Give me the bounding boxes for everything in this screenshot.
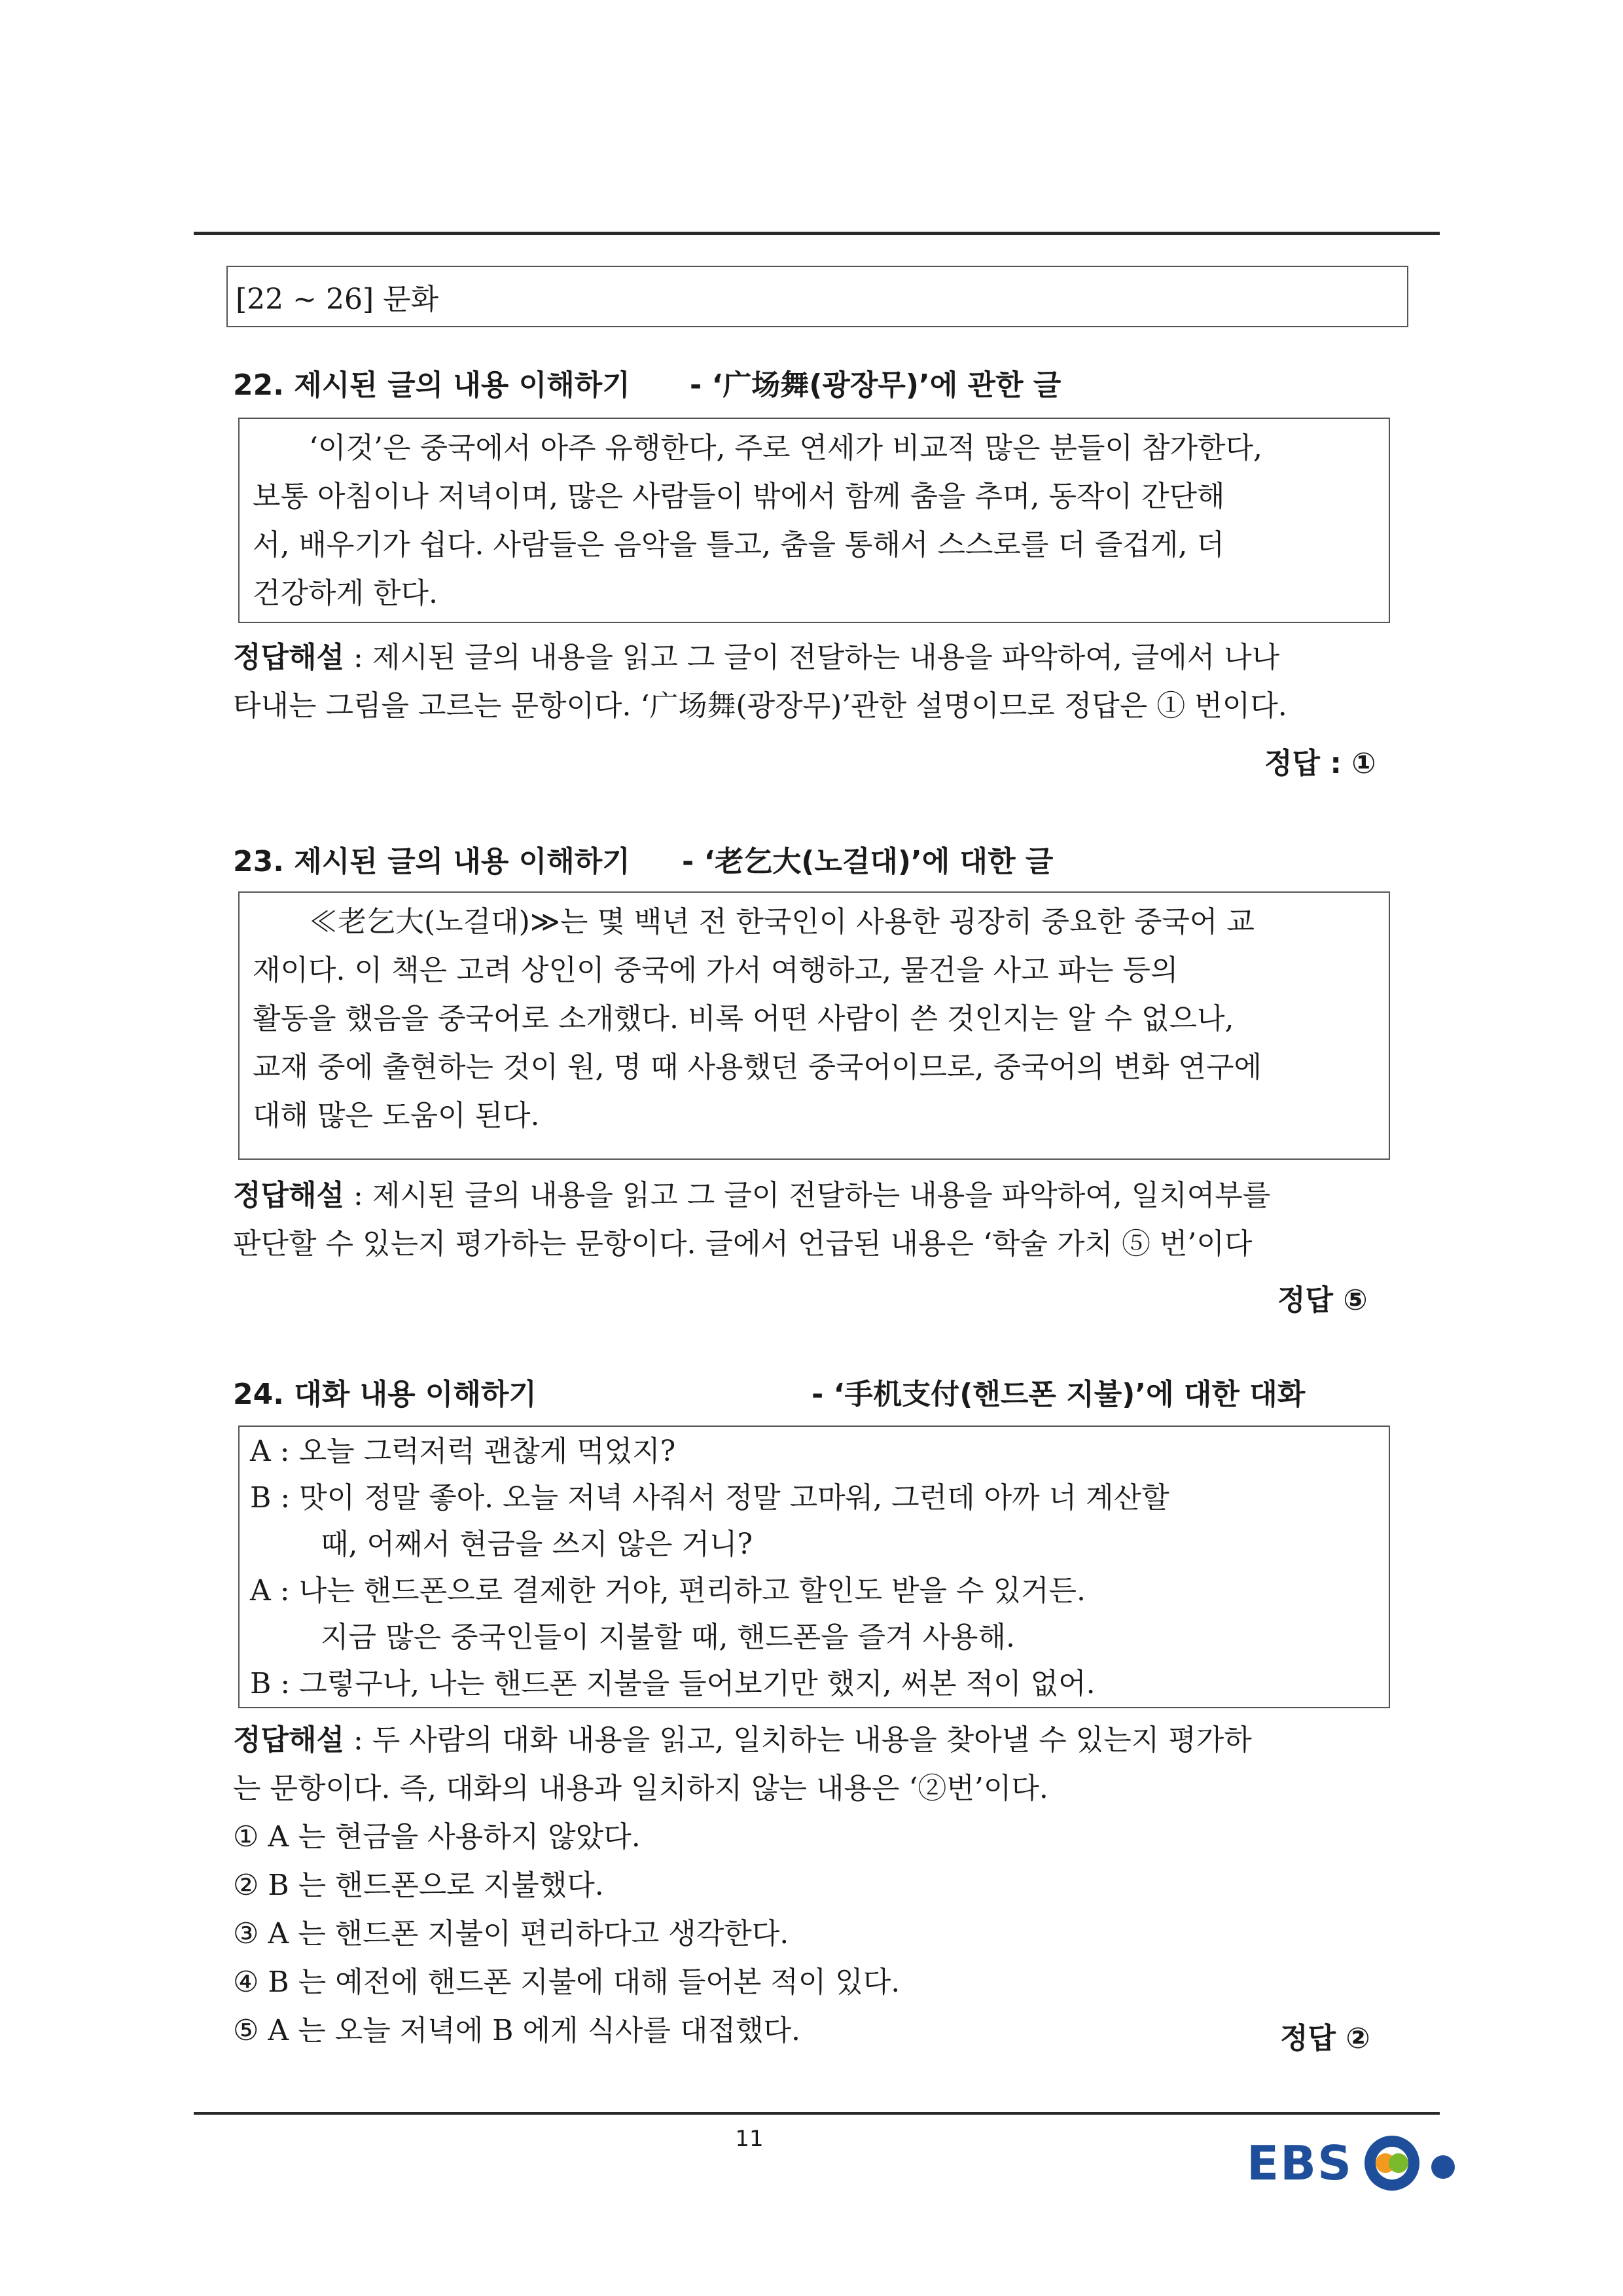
ebs-logo	[1247, 2130, 1464, 2196]
question-22-title	[233, 361, 1061, 403]
passage-line: 대해 많은 도움이 된다.	[253, 1099, 540, 1132]
passage-line: 건강하게 한다.	[253, 577, 438, 610]
passage-line: ‘이것’은 중국에서 아주 유행한다, 주로 연세가 비교적 많은 분들이 참가한다,	[309, 431, 1262, 465]
page-number: 11	[735, 2126, 764, 2152]
dialogue-speaker: A :	[250, 1574, 299, 1607]
question-23-title	[233, 838, 1054, 880]
dialogue-speaker: B :	[250, 1667, 300, 1700]
explanation-text: 판단할 수 있는지 평가하는 문항이다. 글에서 언급된 내용은 ‘학술 가치 ⑤ 번’이다	[233, 1227, 1253, 1261]
question-22-answer: 정답 : ①	[1264, 747, 1376, 780]
dialogue-text: 나는 핸드폰으로 결제한 거야, 편리하고 할인도 받을 수 있거든.	[298, 1574, 1086, 1607]
ebs-logo-mark-icon	[1353, 2130, 1464, 2196]
passage-line: 서, 배우기가 쉽다. 사람들은 음악을 틀고, 춤을 통해서 스스로를 더 즐겁게, 더	[253, 528, 1224, 562]
question-23-title-text: 23. 제시된 글의 내용 이해하기	[233, 845, 630, 878]
explanation-label: 정답해설	[233, 1179, 345, 1212]
passage-line: 재이다. 이 책은 고려 상인이 중국에 가서 여행하고, 물건을 사고 파는 등의	[253, 954, 1179, 987]
question-23-passage	[238, 891, 1390, 1160]
dialogue-text: 오늘 그럭저럭 괜찮게 먹었지?	[298, 1435, 676, 1468]
dialogue-line	[250, 1568, 1378, 1614]
dialogue-text: 지금 많은 중국인들이 지불할 때, 핸드폰을 즐겨 사용해.	[321, 1621, 1015, 1654]
question-24-dialogue	[238, 1426, 1390, 1708]
dialogue-line	[250, 1614, 1378, 1660]
dialogue-line	[250, 1428, 1378, 1475]
question-22-explanation	[233, 634, 1411, 730]
explanation-text: 타내는 그림을 고르는 문항이다. ‘广场舞(광장무)’관한 설명이므로 정답은 ① 번이다.	[233, 689, 1287, 723]
option-4: ④ B 는 예전에 핸드폰 지불에 대해 들어본 적이 있다.	[233, 1965, 901, 1999]
explanation-text: : 제시된 글의 내용을 읽고 그 글이 전달하는 내용을 파악하여, 글에서 나나	[344, 641, 1280, 674]
dialogue-line	[250, 1521, 1378, 1568]
section-header-box	[226, 266, 1408, 327]
option-3: ③ A 는 핸드폰 지불이 편리하다고 생각한다.	[233, 1917, 789, 1950]
section-header: [22 ~ 26] 문화	[236, 283, 439, 316]
question-22-title-text: 22. 제시된 글의 내용 이해하기	[233, 368, 630, 402]
dialogue-line	[250, 1475, 1378, 1521]
dialogue-text: 때, 어째서 현금을 쓰지 않은 거니?	[321, 1528, 753, 1561]
explanation-label: 정답해설	[233, 641, 345, 674]
question-24-explanation	[233, 1716, 1411, 2055]
top-rule	[194, 232, 1440, 235]
explanation-label: 정답해설	[233, 1723, 345, 1757]
question-23-explanation	[233, 1172, 1411, 1268]
explanation-text: : 두 사람의 대화 내용을 읽고, 일치하는 내용을 찾아낼 수 있는지 평가하	[344, 1723, 1252, 1757]
question-22-subtitle: - ‘广场舞(광장무)’에 관한 글	[690, 368, 1061, 402]
ebs-logo-text: EBS	[1247, 2136, 1353, 2191]
question-23-subtitle: - ‘老乞大(노걸대)’에 대한 글	[682, 845, 1054, 878]
dialogue-speaker: A :	[250, 1435, 299, 1468]
passage-line: 보통 아침이나 저녁이며, 많은 사람들이 밖에서 함께 춤을 추며, 동작이 간단해	[253, 480, 1225, 513]
dialogue-line	[250, 1660, 1378, 1707]
explanation-text: : 제시된 글의 내용을 읽고 그 글이 전달하는 내용을 파악하여, 일치여부를	[344, 1179, 1271, 1212]
passage-line: 교재 중에 출현하는 것이 원, 명 때 사용했던 중국어이므로, 중국어의 변화 연구에	[253, 1050, 1262, 1084]
dialogue-text: 그렇구나, 나는 핸드폰 지불을 들어보기만 했지, 써본 적이 없어.	[299, 1667, 1096, 1700]
option-5: ⑤ A 는 오늘 저녁에 B 에게 식사를 대접했다.	[233, 2014, 800, 2047]
option-1: ① A 는 현금을 사용하지 않았다.	[233, 1820, 641, 1854]
passage-line: ≪老乞大(노걸대)≫는 몇 백년 전 한국인이 사용한 굉장히 중요한 중국어 교	[309, 905, 1255, 939]
explanation-text: 는 문항이다. 즉, 대화의 내용과 일치하지 않는 내용은 ‘②번’이다.	[233, 1772, 1048, 1805]
dialogue-speaker: B :	[250, 1481, 300, 1515]
option-2: ② B 는 핸드폰으로 지불했다.	[233, 1869, 604, 1902]
bottom-rule	[194, 2112, 1440, 2115]
question-23-answer: 정답 ⑤	[1277, 1283, 1368, 1317]
question-24-subtitle: - ‘手机支付(핸드폰 지불)’에 대한 대화	[812, 1378, 1306, 1411]
question-24-title	[233, 1371, 1306, 1412]
passage-line: 활동을 했음을 중국어로 소개했다. 비록 어떤 사람이 쓴 것인지는 알 수 없으나,	[253, 1002, 1234, 1035]
question-24-title-text: 24. 대화 내용 이해하기	[233, 1378, 537, 1411]
question-22-passage	[238, 418, 1390, 623]
question-24-answer: 정답 ②	[1280, 2022, 1370, 2055]
dialogue-text: 맛이 정말 좋아. 오늘 저녁 사줘서 정말 고마워, 그런데 아까 너 계산할	[299, 1481, 1169, 1515]
